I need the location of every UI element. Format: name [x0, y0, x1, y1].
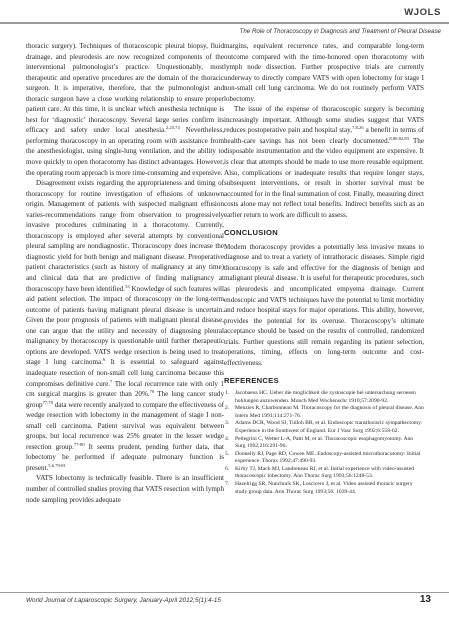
- reference-item: [224, 390, 424, 405]
- reference-item: [224, 451, 424, 466]
- reference-text: Kirby TJ, Mack MJ, Landreneau RJ, et al. Initial experience with video-assisted thoracoscopic lobectomy. Ann Thorac Surg 1993;56:1248-53.: [235, 465, 415, 480]
- section-heading-references: REFERENCES: [224, 376, 279, 386]
- reference-number: 2.: [225, 405, 230, 412]
- reference-text: Menzies R, Charbonneau M. Thoracoscopy for the diagnosis of pleural disease. Ann Intern Med 1991;114:271-76.: [235, 405, 424, 419]
- footer-citation: World Journal of Laparoscopic Surgery, January-April 2012;5(1):4-15: [26, 597, 221, 604]
- reference-list: [224, 390, 424, 496]
- reference-number: 7.: [225, 481, 230, 488]
- footer-rule: [0, 592, 449, 593]
- reference-number: 1.: [225, 389, 230, 396]
- section-heading-conclusion: CONCLUSION: [224, 228, 279, 238]
- conclusion-paragraph: Modern thoracoscopy provides a potentially less invasive means to diagnose and to treat a variety of intrathoracic diseases. Simple rigid thoracoscopy is safe and effective for the diagnosis of benign and malignant pleural disease. It is useful for therapeutic procedures, such as pleurodesis and uncomplicated empyema drainage. Current endoscopic and VATS techniques have the potential to limit morbidity and reduce hospital stays for major operations. This ability, however, provides the potential for its overuse. Thoracoscopy’s ultimate acceptance should be based on the results of controlled, randomized trials. Further questions still remain regarding its patient selection, operations, timing, effects on long-term outcome and cost-effectiveness.: [224, 242, 424, 367]
- reference-item: [224, 436, 424, 451]
- reference-number: 6.: [225, 465, 230, 472]
- reference-text: Hazelrigg SR, Nunchuck SK, Loscicero J, et al. Video assisted thoracic surgery study group data. Ann Thorac Surg 1993;56: 1039-44.: [235, 481, 413, 495]
- reference-number: 4.: [225, 435, 230, 442]
- header-rule: [0, 22, 449, 24]
- page-number: 13: [419, 594, 431, 605]
- journal-tag: WJOLS: [404, 7, 441, 18]
- reference-item: [224, 420, 424, 435]
- reference-number: 5.: [225, 450, 230, 457]
- body-paragraph: thoracic surgery). Techniques of thoracoscopic pleural biopsy, fluid drainage, and pleurodesis are now recognized components of the interventional pulmonologist’s practice. Unquestionably, most therapeutic and operative procedures are the domain of the thoracic surgeon. It is imperative, therefore, that the pulmonologist and thoracic surgeon have a close working relationship to ensure proper patient care. At this time, it is unclear which anesthesia technique is best for ‘diagnostic’ thoracoscopy. Several large series confirm its efficacy and safety under local anesthesia.$^{2,25,74}$ Nevertheless, performing thoracoscopy in an operating room with assistance from the anesthesiologist, using single-lung ventilation, and the ability to move quickly to open thoracotomy has distinct advantages. However, the operating room approach is more time-consuming and expensive.: [26, 42, 225, 177]
- reference-item: [224, 481, 424, 496]
- reference-text: Pellegrini C, Wetter L-A, Patti M, et al. Thoracoscopic esophagomyotomy. Ann Surg 1992;216:291-96.: [235, 435, 414, 450]
- reference-item: [224, 405, 424, 420]
- body-paragraph: VATS lobectomy is technically feasible. There is an insufficient number of controlled studies proving that VATS resection with lymph node sampling provides adequate: [26, 474, 224, 504]
- left-column: [26, 41, 224, 505]
- body-paragraph: Disagreement exists regarding the appropriateness and timing of thoracoscopy for routine investigation of effusions of unknown origin. Management of patients with suspected malignant effusion varies-recommendations range from observation to progressively invasive procedures culminating in a thoracotomy. Currently, thoracoscopy is employed after several attempts by conventional pleural sampling are nondiagnostic. Thoracoscopy does increase the diagnostic yield for both benign and malignant disease. Preoperative patient characteristics (such as history of malignancy at any time) and clinical data that are predictive of finding malignancy at thoracoscopy have been identified.$^{53}$ Knowledge of such features will aid patient selection. The impact of thoracoscopy on the long-term outcome of patients having malignant pleural disease is uncertain. Given the poor prognosis of patients with malignant pleural disease, one can argue that the utility and necessity of diagnosing pleural malignancy by thoracoscopy is questionable until further therapeutic options are developed. VATS wedge resection is being used to treat stage I lung carcinoma.$^6$ It is essential to safeguard against inadequate resection of non-small cell lung carcinoma because this compromises definitive cure.$^7$ The local recurrence rate with only 1 cm surgical margins is greater than 20%.$^{76}$ The lung cancer study group$^{77,78}$ data were recently analyzed to compare the effectiveness of wedge resection with lobectomy in the management of stage I non-small cell carcinoma. Patient survival was equivalent between groups, but local recurrence was 25% greater in the lesser wedge resection group.$^{77-80}$ It seems prudent, pending further data, that lobectomy be performed if adequate pulmonary function is present.$^{5,6,79-81}$: [26, 179, 225, 472]
- reference-text: Adams DCR, Wood SJ, Tulloh BR, et al. Endoscopic transthoracic sympathectomy: Experience in the Southwest of England. Eur J Vasc Surg 1992;6:558-62.: [235, 420, 423, 434]
- right-column: [224, 41, 424, 496]
- running-title: The Role of Thoracoscopy in Diagnosis and Treatment of Pleural Disease: [239, 28, 441, 35]
- body-paragraph: The issue of the expense of thoracoscopic surgery is becoming increasingly important. Although some studies suggest that VATS reduces postoperative pain and hospital stay,$^{7,8,26}$ a benefit in terms of health-care savings has not been clearly documented.$^{8,80,82,83}$ The disposable instrumentation and the video equipment are expensive. It is clear that attempts should be made to use more reusable equipment. Also, complications or inadequate results that require longer stays, subsequent interventions, or result in shorter survival must be accounted for in the final summation of cost. Finally, measuring direct costs alone may not reflect total benefits. Indirect benefits such as an earlier return to work are difficult to assess.: [224, 105, 424, 219]
- reference-number: 3.: [225, 420, 230, 427]
- reference-text: Donnelly RJ, Page RD, Cowen ME. Endoscopy-assisted microthoracotomy: Initial experience. Thorax 1992;47:490-93.: [235, 450, 421, 465]
- reference-text: Jacobaeus HC. Ueber die moglichkeit die zystoscopie bei untersuchung seroesen hohlungen anzuwenden. Munch Med Wochenschr 1910;57:2090-92.: [235, 389, 416, 404]
- reference-item: [224, 466, 424, 481]
- body-paragraph: margins, equivalent recurrence rates, and comparable long-term outcome compared with the time-honored open thoracotomy with lymph node dissection. Further prospective trials are currently underway to directly compare VATS with open lobectomy for stage I non-small cell lung carcinoma. We do not routinely perform VATS lobectomy.: [224, 42, 424, 103]
